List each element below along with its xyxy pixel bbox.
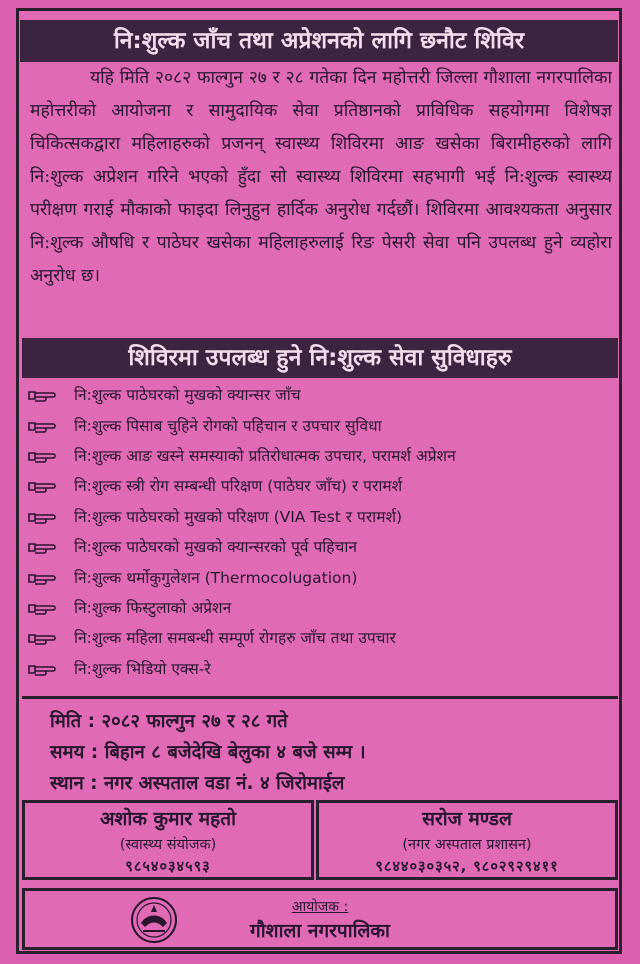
contact-role: (नगर अस्पताल प्रशासन) [402, 837, 532, 853]
service-item [28, 471, 614, 501]
service-text: नि:शुल्क स्त्री रोग सम्बन्धी परिक्षण (पाठेघर जाँच) र परामर्श [74, 477, 403, 496]
service-text: नि:शुल्क पाठेघरको मुखको परिक्षण (VIA Test र परामर्श) [74, 507, 403, 526]
event-time: समय : बिहान ८ बजेदेखि बेलुका ४ बजे सम्म । [50, 742, 366, 763]
poster-title: नि:शुल्क जाँच तथा अप्रेशनको लागि छनौट शिविर [20, 20, 618, 62]
service-item [28, 502, 614, 532]
contact-role: (स्वास्थ्य संयोजक) [119, 837, 217, 853]
services-heading: शिविरमा उपलब्ध हुने नि:शुल्क सेवा सुविधाहरु [22, 338, 618, 378]
pointing-hand-icon [28, 661, 74, 677]
pointing-hand-icon [28, 630, 74, 646]
intro-paragraph: यहि मिति २०८२ फाल्गुन २७ र २८ गतेका दिन महोत्तरी जिल्ला गौशाला नगरपालिका महोत्तरीको आयोजना र सामुदायिक सेवा प्रतिष्ठानको प्राविधिक सहयोगमा विशेषज्ञ चिकित्सकद्वारा महिलाहरुको प्रजनन् स्वास्थ्य शिविरमा आङ खसेका बिरामीहरुको लागि नि:शुल्क अप्रेशन गरिने भएको हुँदा सो स्वास्थ्य शिविरमा सहभागी भई नि:शुल्क स्वास्थ्य परीक्षण गराई मौकाको फाइदा लिनुहुन हार्दिक अनुरोध गर्दछौं। शिविरमा आवश्यकता अनुसार नि:शुल्क औषधि र पाठेघर खसेका महिलाहरुलाई रिङ पेसरी सेवा पनि उपलब्ध हुने व्यहोरा अनुरोध छ। [30, 68, 612, 286]
contact-card-hospital-admin [316, 800, 618, 880]
service-text: नि:शुल्क थर्मोकुगुलेशन (Thermocolugation) [74, 568, 358, 587]
service-text: नि:शुल्क फिस्टुलाको अप्रेशन [74, 598, 232, 617]
event-details [50, 706, 610, 799]
pointing-hand-icon [28, 387, 74, 403]
contact-phone: ९८४४०३०३५२, ९८०२९२९४११ [375, 859, 559, 875]
event-venue: स्थान : नगर अस्पताल वडा नं. ४ जिरोमाईल [50, 773, 345, 794]
service-text: नि:शुल्क पाठेघरको मुखको क्यान्सरको पूर्व पहिचान [74, 538, 357, 557]
pointing-hand-icon [28, 600, 74, 616]
event-date: मिति : २०८२ फाल्गुन २७ र २८ गते [50, 711, 288, 732]
service-item [28, 623, 614, 653]
contact-name: सरोज मण्डल [422, 808, 512, 830]
service-item [28, 593, 614, 623]
service-item [28, 380, 614, 410]
services-list [28, 380, 614, 684]
service-text: नि:शुल्क पिसाब चुहिने रोगको पहिचान र उपचार सुविधा [74, 416, 382, 435]
service-item [28, 441, 614, 471]
organizer-footer [22, 888, 618, 950]
service-item [28, 654, 614, 684]
service-item [28, 410, 614, 440]
service-text: नि:शुल्क महिला समबन्धी सम्पूर्ण रोगहरु जाँच तथा उपचार [74, 629, 396, 648]
pointing-hand-icon [28, 539, 74, 555]
pointing-hand-icon [28, 570, 74, 586]
organizer-label: आयोजक : [291, 899, 349, 915]
pointing-hand-icon [28, 448, 74, 464]
contact-name: अशोक कुमार महतो [99, 808, 237, 830]
organizer-name: गौशाला नगरपालिका [250, 920, 390, 942]
service-item [28, 562, 614, 592]
contact-card-health-coordinator [22, 800, 314, 880]
divider-rule [22, 696, 618, 699]
pointing-hand-icon [28, 478, 74, 494]
service-item [28, 532, 614, 562]
pointing-hand-icon [28, 509, 74, 525]
service-text: नि:शुल्क पाठेघरको मुखको क्यान्सर जाँच [74, 386, 301, 405]
contact-phone: ९८५४०३४५९३ [125, 859, 211, 875]
service-text: नि:शुल्क भिडियो एक्स-रे [74, 659, 211, 678]
service-text: नि:शुल्क आङ खस्ने समस्याको प्रतिरोधात्मक उपचार, परामर्श अप्रेशन [74, 446, 456, 465]
pointing-hand-icon [28, 418, 74, 434]
